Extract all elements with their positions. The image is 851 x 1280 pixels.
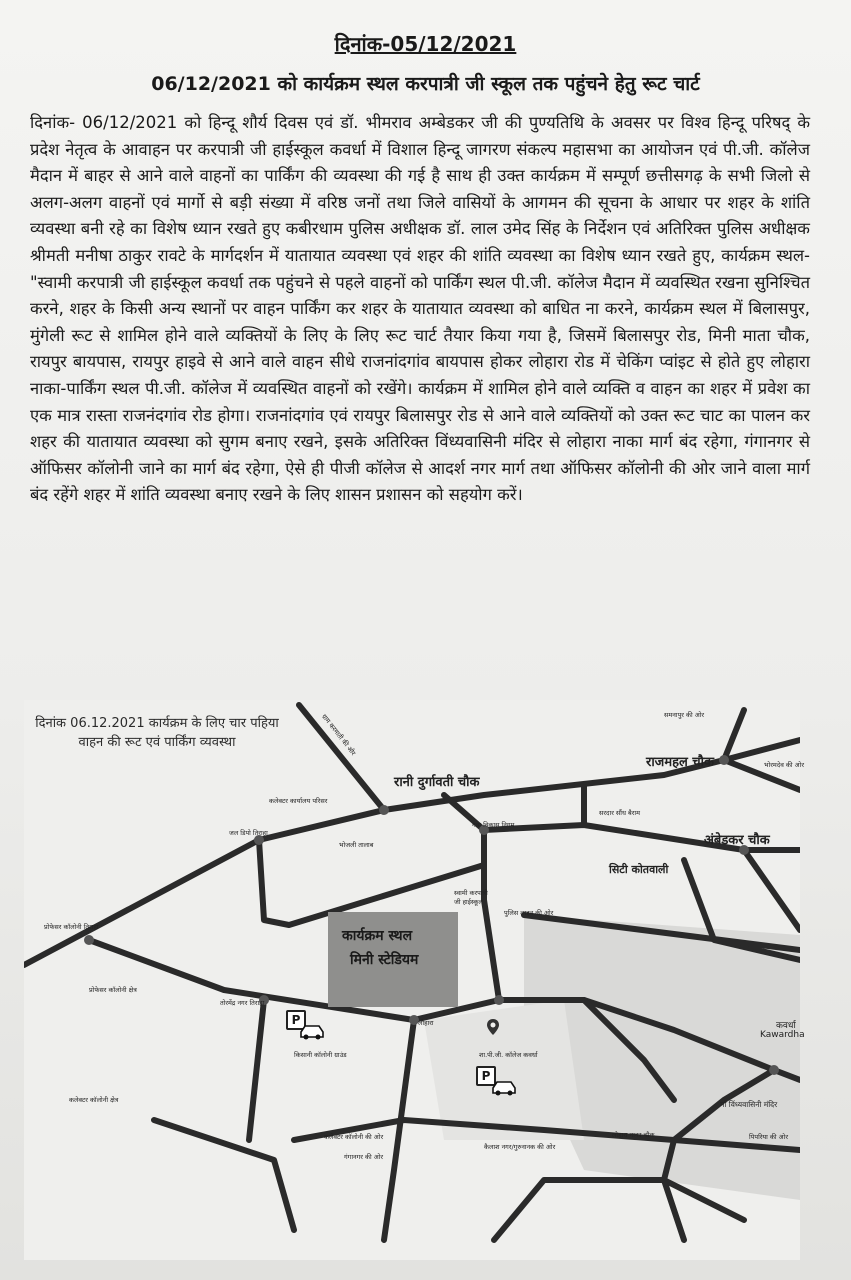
junction-professor-colony <box>84 935 94 945</box>
label-swami-karpatri: स्वामी करपात्री जी हाईस्कूल <box>454 889 488 906</box>
location-pin-icon <box>486 1018 500 1036</box>
junction-east <box>769 1065 779 1075</box>
label-police-line: पुलिस लाइन की ओर <box>504 909 554 917</box>
road-kisan-colony <box>249 1000 264 1140</box>
label-vindhyavasini-mandir: माँ विंध्यवासिनी मंदिर <box>720 1100 778 1109</box>
body-paragraph: दिनांक- 06/12/2021 को हिन्दू शौर्य दिवस एवं डॉ. भीमराव अम्बेडकर जी की पुण्यतिथि के अवसर पर विश्व हिन्दू परिषद् के प्रदेश नेतृत्व के आवाहन पर करपात्री जी हाईस्कूल कवर्धा में विशाल हिन्दू जागरण संकल्प महासभा का आयोजन एवं पी.जी. कॉलेज मैदान में बाहर से आने वाले वाहनों का पार्किंग की व्यवस्था की गई है साथ ही उक्त कार्यक्रम में सम्पूर्ण छत्तीसगढ़ के सभी जिलो से अलग-अलग वाहनों एवं मार्गो से बड़ी संख्या में वरिष्ठ जनों तथा जिले वासियों के आगमन की सूचना के आधार पर शहर के शांति व्यवस्था बनी रहे का विशेष ध्यान रखते हुए कबीरधाम पुलिस अधीक्षक डॉ. लाल उमेद सिंह के निर्देशन एवं अतिरिक्त पुलिस अधीक्षक श्रीमती मनीषा ठाकुर रावटे के मार्गदर्शन में यातायात व्यवस्था एवं शहर की शांति व्यवस्था का विशेष ध्यान रखते हुए, कार्यक्रम स्थल- "स्वामी करपात्री जी हाईस्कूल कवर्धा तक पहुंचने से पहले वाहनों को पार्किंग स्थल पी.जी. कॉलेज मैदान में व्यवस्थित रखना सुनिश्चित करने, शहर के किसी अन्य स्थानों पर वाहन पार्किंग कर शहर के यातायात व्यवस्था को बाधित ना करने, कार्यक्रम स्थल में बिलासपुर, मुंगेली रूट से शामिल होने वाले व्यक्तियों के लिए के लिए रूट चार्ट तैयार किया गया है, जिसमें बिलासपुर रोड, मिनी माता चौक, रायपुर बायपास, रायपुर हाइवे से आने वाले वाहन सीधे राजनांदगांव बायपास होकर लोहारा रोड में चेकिंग प्वांइट से होते हुए लोहारा नाका-पार्किंग स्थल पी.जी. कॉलेज में व्यवस्थित वाहनों को रखेंगे। कार्यक्रम में शामिल होने वाले व्यक्ति व वाहन का शहर में प्रवेश का एक मात्र रास्ता राजनंदगांव रोड होगा। राजनांदगांव एवं रायपुर बिलासपुर रोड से आने वाले व्यक्तियों को उक्त रूट चाट का पालन कर शहर की यातायात व्यवस्था को सुगम बनाए रखने, इसके अतिरिक्त विंध्यवासिनी मंदिर से लोहारा नाका मार्ग बंद रहेगा, गंगानगर से ऑफिसर कॉलोनी जाने का मार्ग बंद रहेगा, ऐसे ही पीजी कॉलेज से आदर्श नगर मार्ग तथा ऑफिसर कॉलोनी की ओर जाने वाला मार्ग बंद रहेंगे शहर में शांति व्यवस्था बनाए रखने के लिए शासन प्रशासन को सहयोग करें। <box>30 113 810 505</box>
road-school-south <box>484 830 499 1000</box>
label-kawardha: कवर्धा <box>776 1021 796 1031</box>
college-ground-area <box>424 1000 584 1140</box>
label-jal-dipo: जल डिपो तिराहा <box>229 829 268 837</box>
label-professor-colony-tiraha: प्रोफेसर कॉलोनी तिराहा <box>44 923 99 931</box>
label-lohara-naka: लोहारा नाका चौक <box>612 1131 655 1139</box>
label-sarkari-school: सरदार सौंध बैराम <box>599 809 640 817</box>
road-south <box>384 1020 414 1240</box>
junction-rani-durgavati <box>379 805 389 815</box>
route-map <box>24 700 805 1260</box>
label-samnapur: समनापुर की ओर <box>664 711 705 719</box>
road-ambedkar-south <box>744 850 800 930</box>
label-tomendra-tiraha: तोरमेंद्र नगर तिराहा <box>220 999 265 1007</box>
label-kalektar-karyalay: कलेक्टर कार्यालय परिसर <box>269 797 328 805</box>
road-to-karmati <box>299 705 384 810</box>
label-gangapur: गंगानगर की ओर <box>344 1153 384 1161</box>
venue-label-line2: मिनी स्टेडियम <box>350 952 419 968</box>
date-heading: दिनांक-05/12/2021 <box>334 32 517 56</box>
label-lohara: लोहारा <box>418 1019 434 1027</box>
label-kailash-nagar: कैलाश नगर/गुरुनानक की ओर <box>484 1143 556 1151</box>
label-gram-karmati: ग्राम करमाती की ओर <box>320 712 358 757</box>
junction-karpatri <box>494 995 504 1005</box>
parking-sign-kisan: P <box>286 1010 306 1030</box>
label-ambedkar-chowk: अंबेडकर चौक <box>704 833 770 848</box>
label-kalektar-colony-ki-or: कलेक्टर कॉलोनी की ओर <box>324 1133 384 1141</box>
label-professor-colony-kshetra: प्रोफेसर कॉलोनी क्षेत्र <box>89 986 137 994</box>
label-rajmahal-chowk: राजमहल चौक <box>646 755 714 770</box>
document-title: 06/12/2021 को कार्यक्रम स्थल करपात्री जी स्कूल तक पहुंचने हेतु रूट चार्ट <box>151 73 700 95</box>
parking-sign-pg-college: P <box>476 1066 496 1086</box>
label-ganna-vikas: गन्ना विकास निगम <box>472 821 515 829</box>
label-collector-colony-kshetra: कलेक्टर कॉलोनी क्षेत्र <box>69 1096 119 1104</box>
car-icon <box>490 1078 518 1096</box>
label-pg-college: शा.पी.जी. कॉलेज कवर्धा <box>479 1051 538 1059</box>
road-bottom <box>494 1180 744 1240</box>
label-pipariya: पिपरिया की ओर <box>749 1133 788 1141</box>
map-caption: दिनांक 06.12.2021 कार्यक्रम के लिए चार पहिया वाहन की रूट एवं पार्किंग व्यवस्था <box>35 716 279 750</box>
label-bhojli-talab: भोजली तालाब <box>339 841 374 849</box>
label-city-kotwali: सिटी कोतवाली <box>609 863 669 876</box>
label-rani-durgavati-chowk: रानी दुर्गावती चौक <box>394 775 480 790</box>
junction-rajmahal <box>719 755 729 765</box>
label-kisan-colony: किसानी कॉलोनी ग्राउंड <box>294 1051 347 1059</box>
venue-label-line1: कार्यक्रम स्थल <box>342 928 413 944</box>
road-southwest <box>154 1120 294 1230</box>
label-bhoramdev: भोरमदेव की ओर <box>764 761 804 769</box>
label-kawardha-en: Kawardha <box>760 1030 805 1040</box>
car-icon <box>298 1022 326 1040</box>
